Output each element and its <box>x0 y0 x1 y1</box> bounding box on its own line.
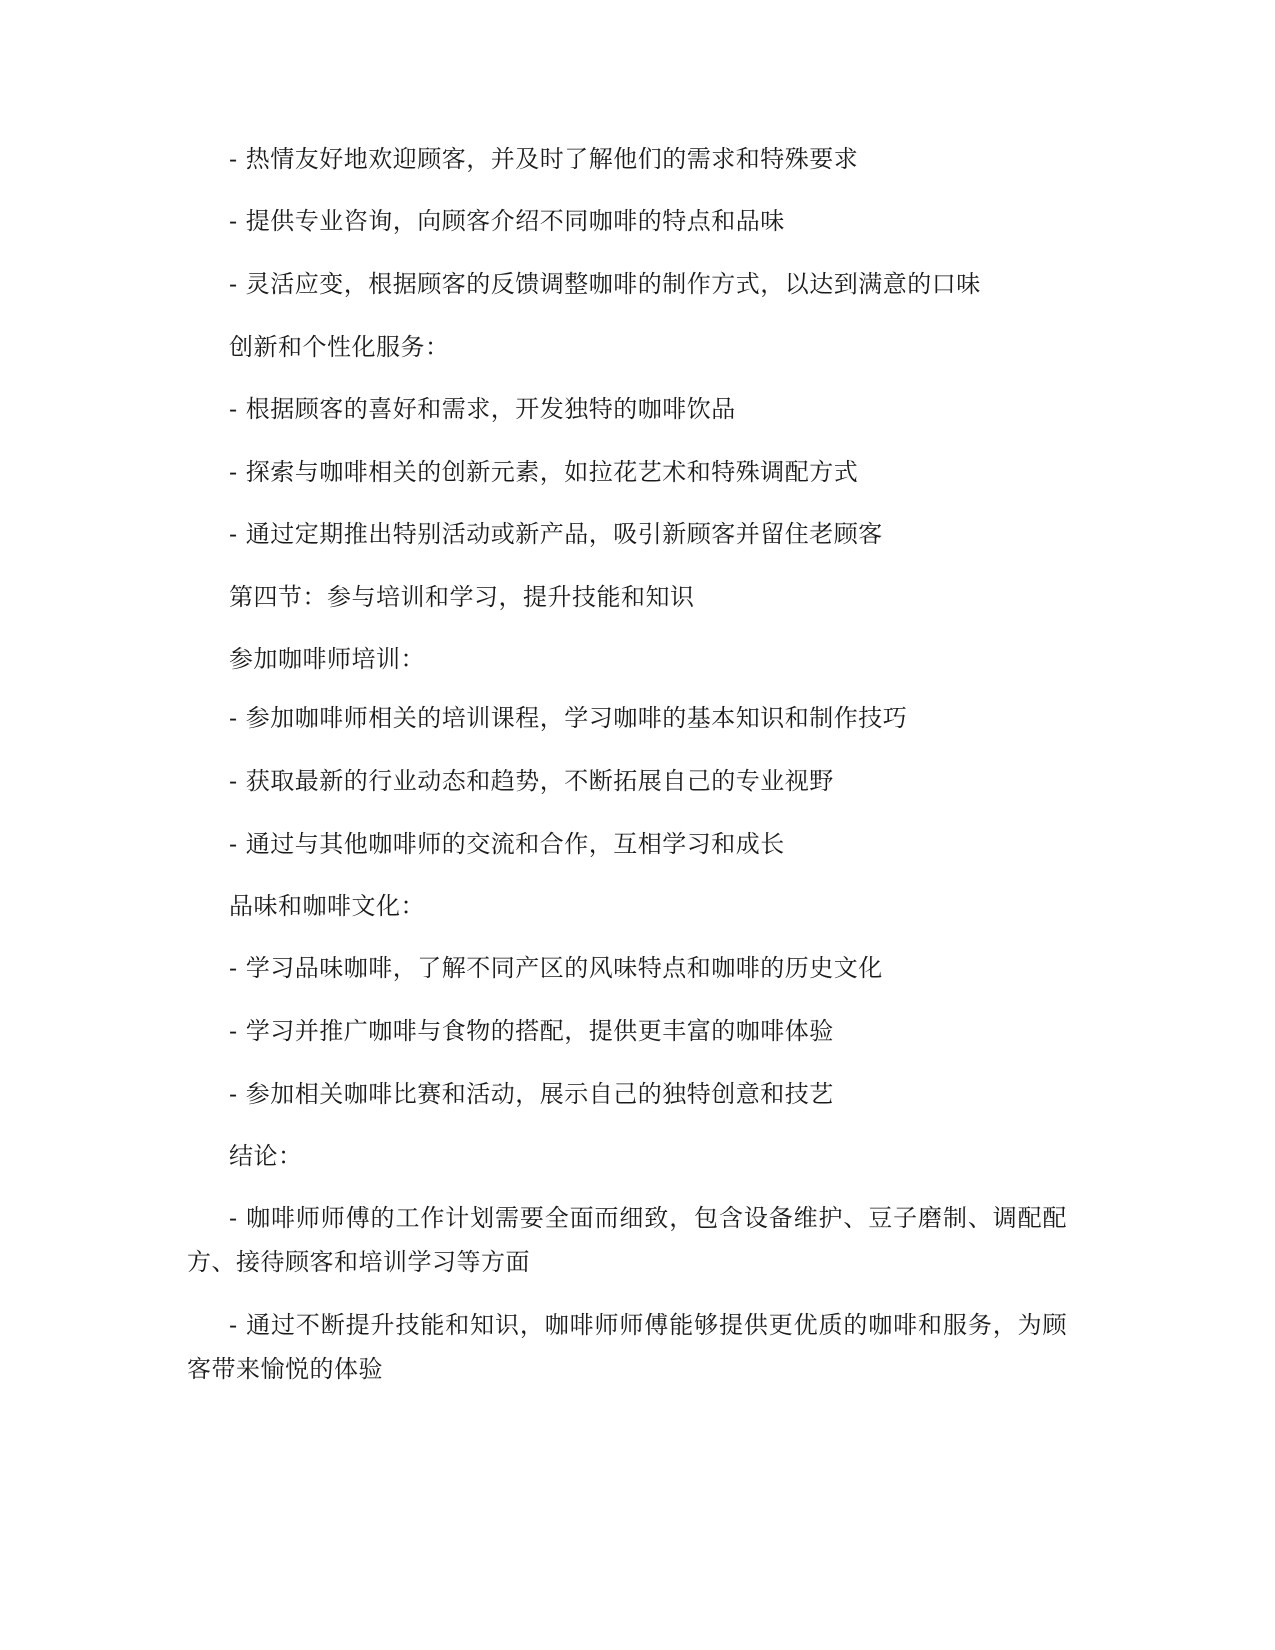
section-heading: 结论： <box>229 1142 303 1170</box>
text-line: - 根据顾客的喜好和需求，开发独特的咖啡饮品 <box>229 395 736 423</box>
text-line: - 获取最新的行业动态和趋势，不断拓展自己的专业视野 <box>229 767 834 795</box>
text-line: - 学习并推广咖啡与食物的搭配，提供更丰富的咖啡体验 <box>229 1017 834 1045</box>
section-heading: 品味和咖啡文化： <box>229 892 425 920</box>
conclusion-paragraph: - 咖啡师师傅的工作计划需要全面而细致，包含设备维护、豆子磨制、调配配方、接待顾客和培训学习等方面 <box>187 1204 1067 1276</box>
text-line: - 热情友好地欢迎顾客，并及时了解他们的需求和特殊要求 <box>229 145 859 173</box>
text-line: - 通过与其他咖啡师的交流和合作，互相学习和成长 <box>229 830 785 858</box>
text-line: - 探索与咖啡相关的创新元素，如拉花艺术和特殊调配方式 <box>229 458 859 486</box>
section-title: 第四节：参与培训和学习，提升技能和知识 <box>229 583 695 611</box>
text-line: - 通过定期推出特别活动或新产品，吸引新顾客并留住老顾客 <box>229 520 883 548</box>
section-heading: 创新和个性化服务： <box>229 333 450 361</box>
text-line: - 参加相关咖啡比赛和活动，展示自己的独特创意和技艺 <box>229 1080 834 1108</box>
text-line: - 灵活应变，根据顾客的反馈调整咖啡的制作方式，以达到满意的口味 <box>229 270 981 298</box>
text-line: - 学习品味咖啡，了解不同产区的风味特点和咖啡的历史文化 <box>229 954 883 982</box>
text-line: - 参加咖啡师相关的培训课程，学习咖啡的基本知识和制作技巧 <box>229 704 908 732</box>
text-line: - 提供专业咨询，向顾客介绍不同咖啡的特点和品味 <box>229 207 785 235</box>
section-heading: 参加咖啡师培训： <box>229 645 425 673</box>
conclusion-paragraph: - 通过不断提升技能和知识，咖啡师师傅能够提供更优质的咖啡和服务，为顾客带来愉悦的体验 <box>187 1311 1067 1383</box>
